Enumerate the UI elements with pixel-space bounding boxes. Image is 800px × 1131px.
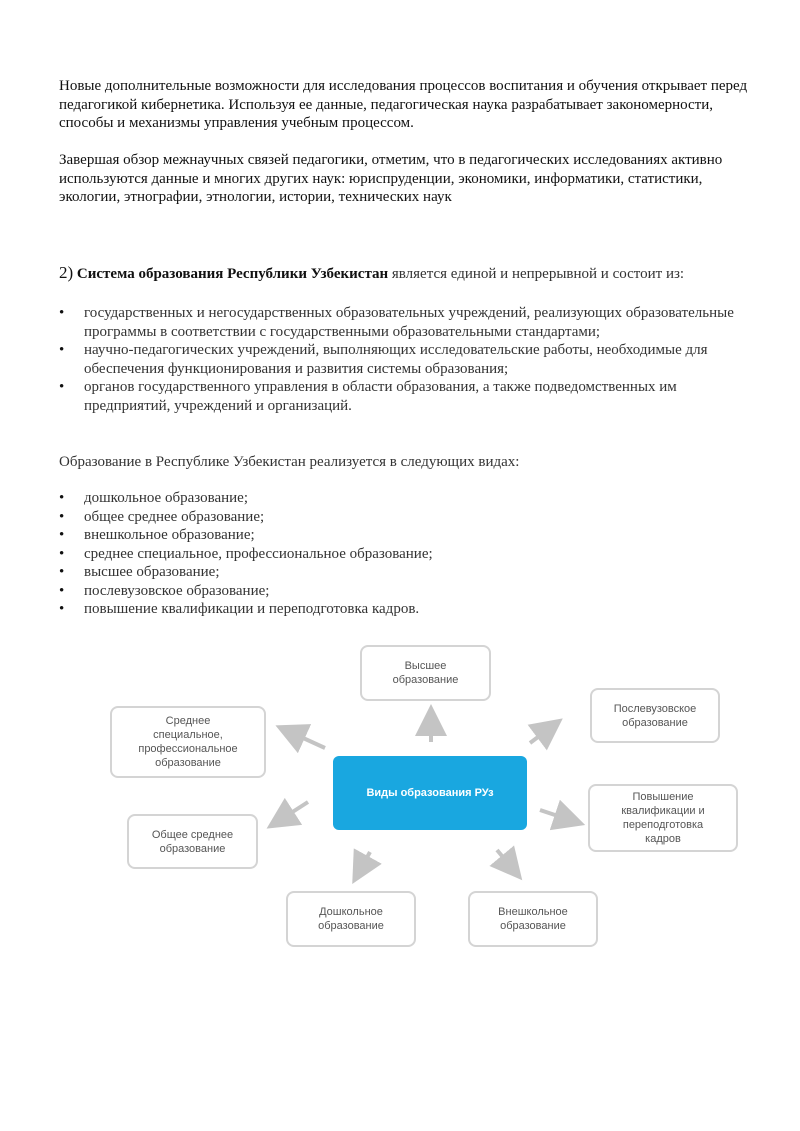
list-item: • государственных и негосударственных образовательных учреждений, реализующих образовательные программы в соответствии с государственными образовательными стандартами;	[59, 305, 734, 340]
arrow-down-right	[497, 850, 512, 868]
node-secondary-special: Среднее специальное, профессиональное образование	[110, 706, 266, 778]
list-item: • повышение квалификации и переподготовка кадров.	[59, 601, 420, 617]
section-number: 2)	[59, 263, 74, 282]
bullet-icon: •	[59, 527, 65, 543]
bullet-icon: •	[59, 305, 65, 321]
education-types-list	[59, 489, 749, 619]
list-item: • послевузовское образование;	[59, 582, 270, 599]
paragraph-cybernetics: Новые дополнительные возможности для исследования процессов воспитания и обучения открывает перед педагогикой кибернетика. Используя ее данные, педагогическая наука разрабатывает закономерности, способы и механизмы управления учебным процессом.	[59, 78, 748, 131]
arrow-up-left	[290, 732, 325, 748]
arrow-left	[280, 802, 308, 820]
node-qualification: Повышение квалификации и переподготовка кадров	[588, 784, 738, 852]
bullet-icon: •	[59, 564, 65, 580]
bullet-icon: •	[59, 545, 65, 562]
center-node: Виды образования РУз	[333, 756, 527, 830]
section-heading	[59, 263, 759, 284]
section-title: Система образования Республики Узбекистан	[76, 266, 389, 282]
arrow-right	[540, 810, 570, 820]
node-higher-education: Высшее образование	[360, 645, 491, 701]
list-item: • дошкольное образование;	[59, 490, 249, 506]
list-item: • органов государственного управления в области образования, а также подведомственных им предприятий, учреждений и организаций.	[59, 379, 677, 414]
list-item: • высшее образование;	[59, 564, 220, 580]
list-item: • внешкольное образование;	[59, 527, 255, 543]
arrow-down-left	[360, 852, 370, 870]
list-item: • среднее специальное, профессиональное образование;	[59, 545, 433, 562]
education-types-diagram	[100, 640, 750, 960]
list-item: • общее среднее образование;	[59, 508, 265, 525]
bullet-icon: •	[59, 582, 65, 599]
node-extracurricular: Внешкольное образование	[468, 891, 598, 947]
education-types-intro: Образование в Республике Узбекистан реализуется в следующих видах:	[59, 454, 520, 470]
bullet-icon: •	[59, 601, 65, 617]
node-postgraduate: Послевузовское образование	[590, 688, 720, 743]
section-heading-rest: является единой и непрерывной и состоит из:	[388, 266, 685, 282]
list-item: • научно-педагогических учреждений, выполняющих исследовательские работы, необходимые для обеспечения функционирования и развития системы образования;	[59, 342, 708, 377]
bullet-icon: •	[59, 490, 65, 506]
node-preschool: Дошкольное образование	[286, 891, 416, 947]
bullet-icon: •	[59, 342, 65, 358]
bullet-icon: •	[59, 379, 65, 395]
bullet-icon: •	[59, 508, 65, 525]
education-system-list	[59, 304, 749, 415]
paragraph-interdisciplinary: Завершая обзор межнаучных связей педагогики, отметим, что в педагогических исследованиях активно используются данные и многих других наук: юриспруденции, экономики, информатики, статистики, экологии, этнографии, этнологии, истории, технических наук	[59, 152, 723, 205]
node-general-secondary: Общее среднее образование	[127, 814, 258, 869]
arrow-up-right	[530, 728, 550, 743]
